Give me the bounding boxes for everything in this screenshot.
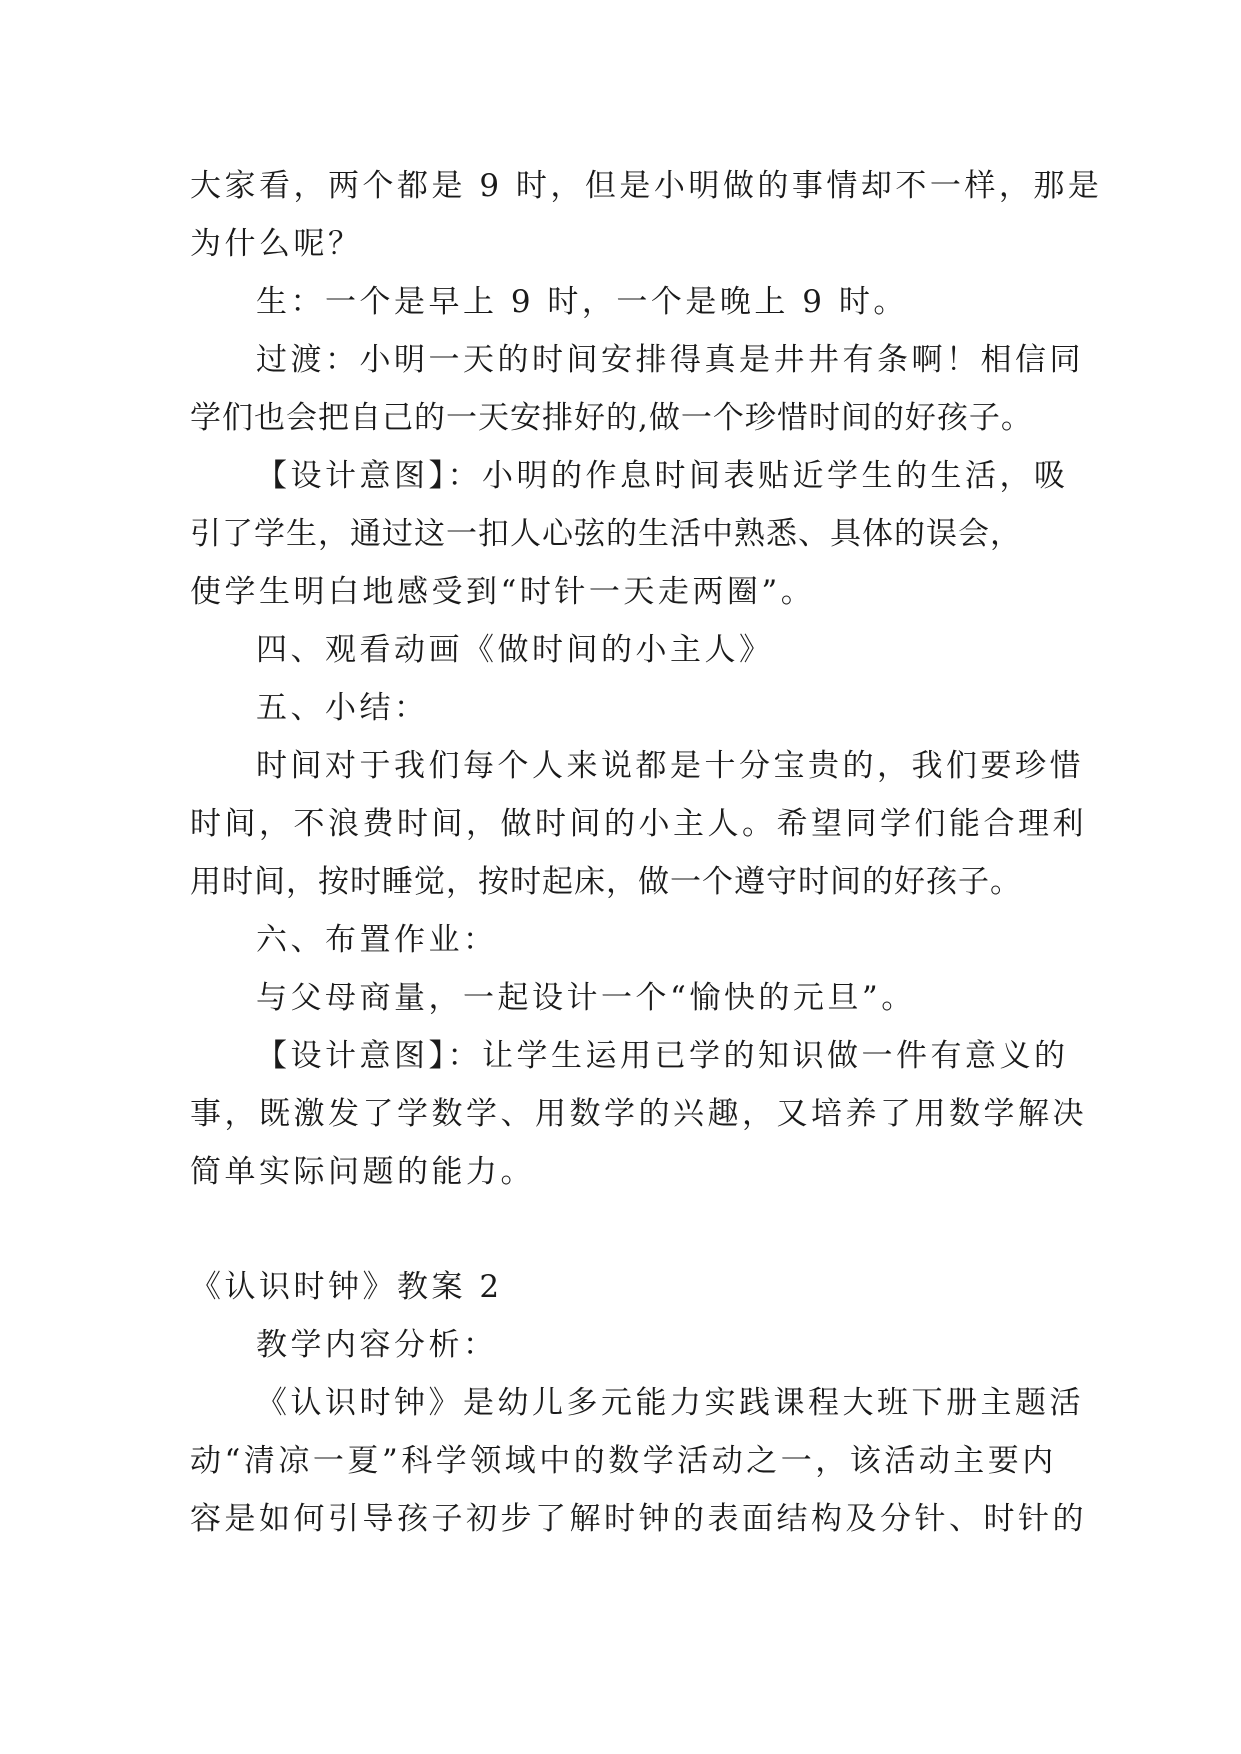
paragraph-line: 时间，不浪费时间，做时间的小主人。希望同学们能合理利 bbox=[190, 806, 1087, 842]
paragraph-line: 【设计意图】：小明的作息时间表贴近学生的生活，吸 bbox=[256, 458, 1069, 494]
paragraph-line: 学们也会把自己的一天安排好的,做一个珍惜时间的好孩子。 bbox=[190, 400, 1033, 436]
section-heading: 教学内容分析： bbox=[256, 1327, 498, 1363]
paragraph-line: 用时间，按时睡觉，按时起床，做一个遵守时间的好孩子。 bbox=[190, 864, 1022, 900]
section-heading: 四、观看动画《做时间的小主人》 bbox=[256, 632, 774, 668]
paragraph-line: 生：一个是早上 9 时，一个是晚上 9 时。 bbox=[256, 284, 908, 320]
paragraph-line: 过渡：小明一天的时间安排得真是井井有条啊！相信同 bbox=[256, 342, 1084, 378]
paragraph-line: 为什么呢？ bbox=[190, 226, 363, 262]
section-heading: 五、小结： bbox=[256, 690, 429, 726]
document-title: 《认识时钟》教案 2 bbox=[190, 1269, 503, 1305]
paragraph-line: 与父母商量，一起设计一个“愉快的元旦”。 bbox=[256, 980, 916, 1016]
paragraph-line: 动“清凉一夏”科学领域中的数学活动之一，该活动主要内 bbox=[190, 1443, 1057, 1479]
paragraph-line: 简单实际问题的能力。 bbox=[190, 1154, 535, 1190]
paragraph-line: 引了学生，通过这一扣人心弦的生活中熟悉、具体的误会， bbox=[190, 516, 1022, 552]
paragraph-line: 大家看，两个都是 9 时，但是小明做的事情却不一样，那是 bbox=[190, 168, 1103, 204]
paragraph-line: 事，既激发了学数学、用数学的兴趣，又培养了用数学解决 bbox=[190, 1096, 1087, 1132]
paragraph-line: 时间对于我们每个人来说都是十分宝贵的，我们要珍惜 bbox=[256, 748, 1084, 784]
paragraph-line: 容是如何引导孩子初步了解时钟的表面结构及分针、时针的 bbox=[190, 1501, 1087, 1537]
paragraph-line: 【设计意图】：让学生运用已学的知识做一件有意义的 bbox=[256, 1038, 1069, 1074]
paragraph-line: 使学生明白地感受到“时针一天走两圈”。 bbox=[190, 574, 816, 610]
paragraph-line: 《认识时钟》是幼儿多元能力实践课程大班下册主题活 bbox=[256, 1385, 1084, 1421]
section-heading: 六、布置作业： bbox=[256, 922, 498, 958]
